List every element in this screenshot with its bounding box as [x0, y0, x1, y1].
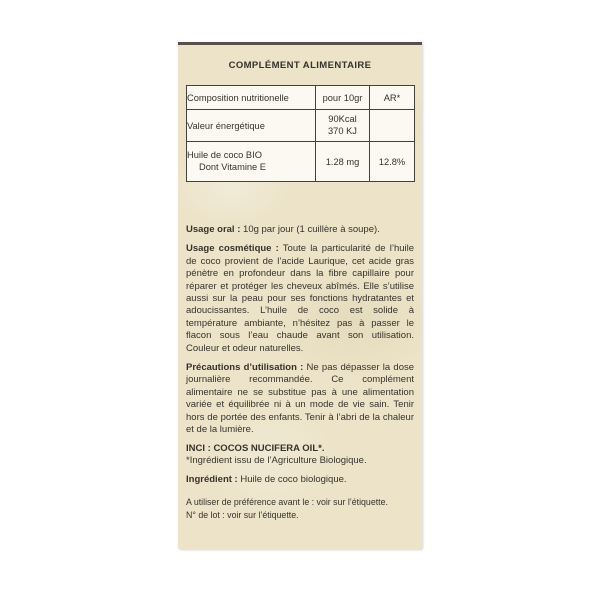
nutrition-table-header-row [187, 86, 415, 110]
energy-value-cell [316, 110, 370, 142]
vitamin-e-ar-cell: 12.8% [370, 142, 415, 182]
label-body-text [186, 224, 414, 522]
energy-kcal: 90Kcal [328, 114, 357, 124]
energy-ar-cell [370, 110, 415, 142]
energy-name-cell [187, 110, 316, 142]
usage-cosmetique-text: Toute la particularité de l’huile de coco provient de l’acide Laurique, cet acide gras pénètre en profondeur dans la fibre capillaire pour réparer et protéger les cheveux abîmés. Elle s’utilise aussi sur la peau pour ses fonctions hydratantes et adoucissantes. L’huile de coco est solide à température ambiante, n’hésitez pas à passer le flacon sous l’eau chaude avant son utilisation. Couleur et odeur naturelles. [186, 243, 415, 354]
precautions-label: Précautions d’utilisation : [186, 362, 304, 374]
vitamin-e-value-cell: 1.28 mg [316, 142, 370, 182]
inci-block [186, 443, 414, 468]
usage-cosmetique-label: Usage cosmétique : [186, 243, 279, 255]
precautions-text: Ne pas dépasser la dose journalière recommandée. Ce complément alimentaire ne se substitue pas à une alimentation variée et équilibrée ni à un mode de vie sain. Tenir hors de portée des enfants. Tenir à l’abri de la chaleur et de la lumière. [186, 362, 415, 436]
column-header-ar: AR* [370, 86, 415, 110]
nutrition-table [186, 85, 415, 182]
coconut-oil-label: Huile de coco BIO [187, 150, 262, 160]
column-header-per-10g: pour 10gr [316, 86, 370, 110]
supplement-label [178, 42, 422, 549]
vitamin-e-label: Dont Vitamine E [199, 161, 267, 172]
label-title: COMPLÉMENT ALIMENTAIRE [228, 60, 372, 71]
inci-line: INCI : COCOS NUCIFERA OIL*. [186, 442, 325, 454]
footer-block [186, 496, 414, 522]
energy-label: Valeur énergétique [187, 120, 265, 131]
precautions-paragraph [186, 362, 414, 436]
table-row-energy [187, 110, 415, 142]
usage-oral-text: 10g par jour (1 cuillère à soupe). [243, 224, 380, 235]
energy-kj: 370 KJ [328, 125, 357, 136]
usage-oral-label: Usage oral : [186, 224, 241, 235]
lot-number-line: N° de lot : voir sur l’étiquette. [186, 509, 299, 520]
coconut-oil-name-cell [187, 142, 316, 182]
ingredient-paragraph [186, 474, 414, 486]
column-header-composition: Composition nutritionelle [187, 86, 316, 110]
table-row-coconut-oil [187, 142, 415, 182]
usage-oral-paragraph [186, 224, 414, 236]
inci-organic-note: *Ingrédient issu de l’Agriculture Biologique. [186, 454, 367, 466]
usage-cosmetique-paragraph [186, 243, 414, 355]
ingredient-text: Huile de coco biologique. [240, 474, 347, 486]
ingredient-label: Ingrédient : [186, 474, 238, 486]
best-before-line: A utiliser de préférence avant le : voir sur l’étiquette. [186, 496, 388, 507]
